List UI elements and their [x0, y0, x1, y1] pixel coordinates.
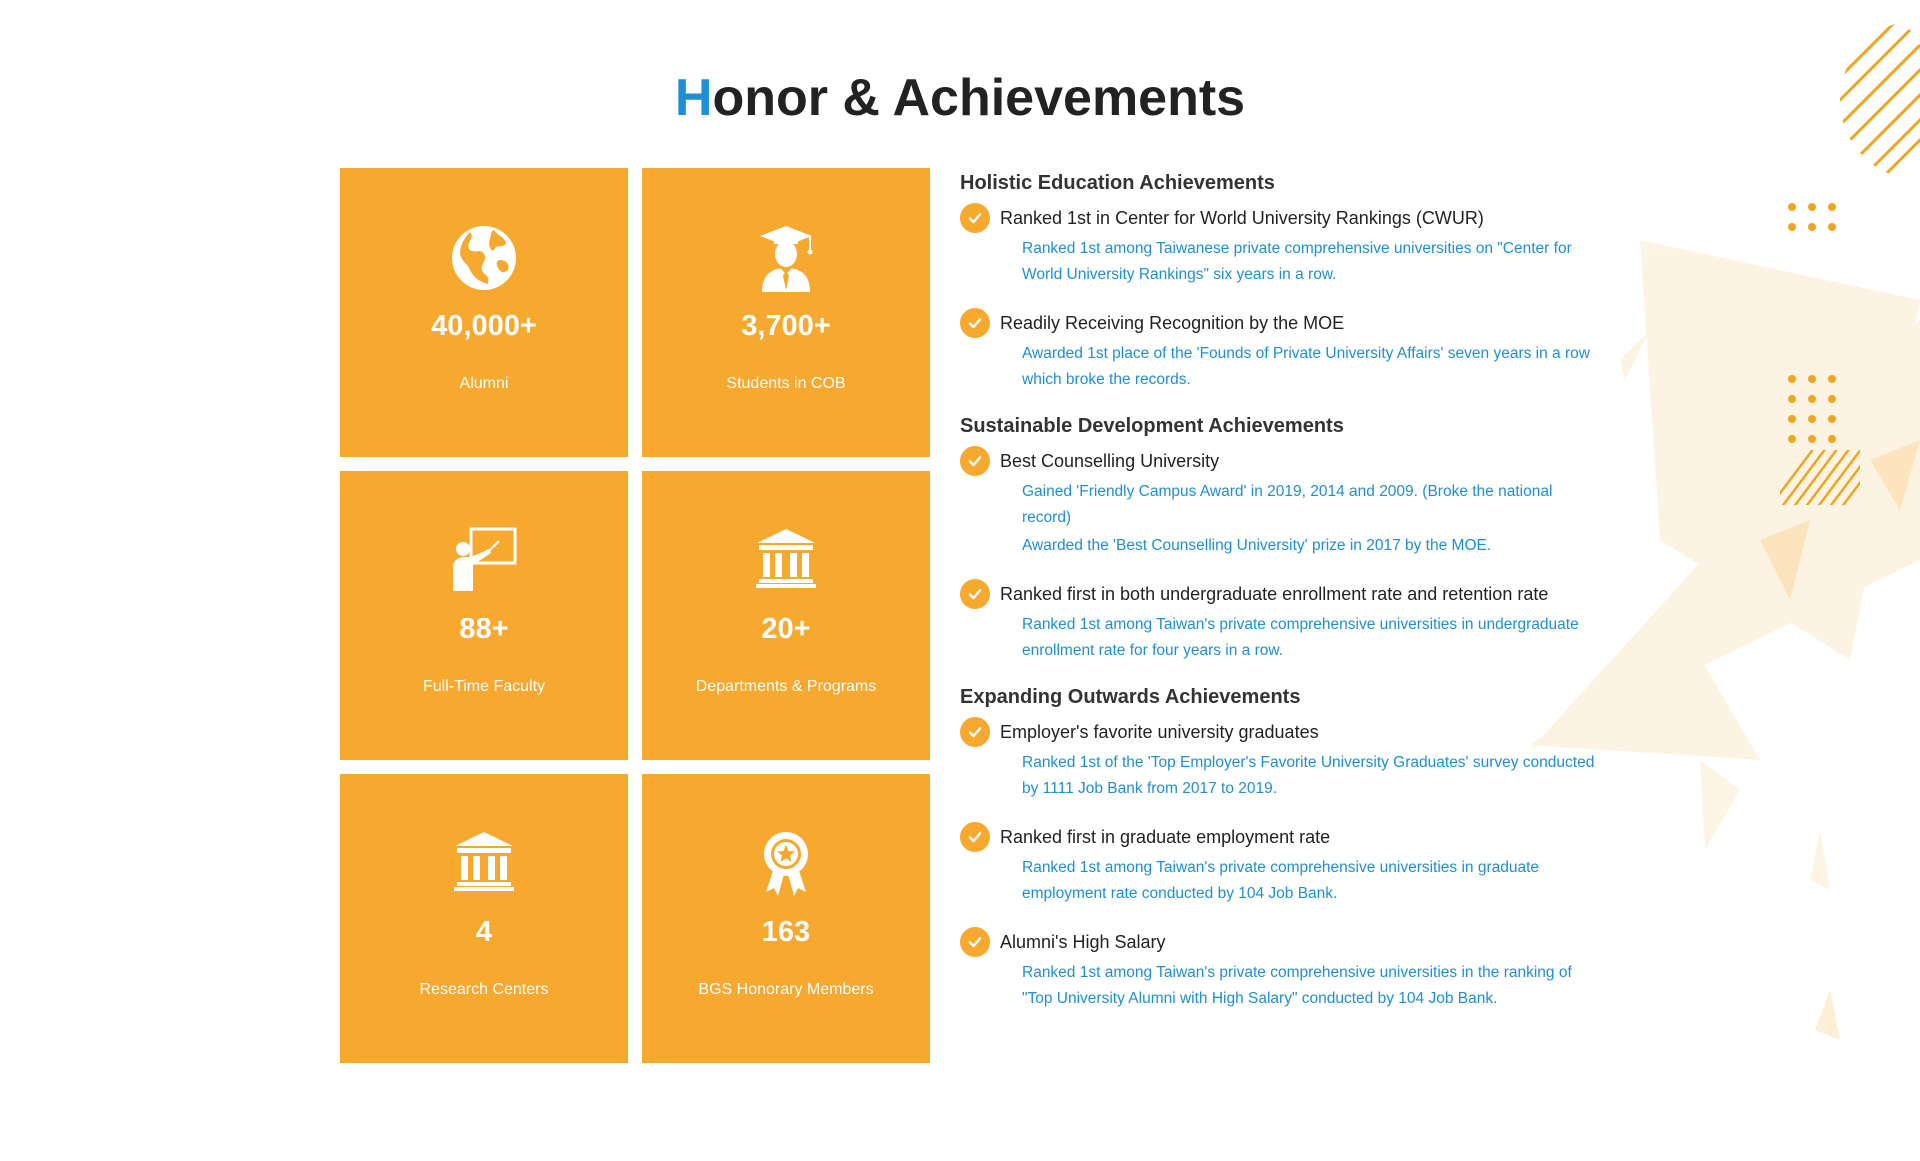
stat-value: 163 [761, 916, 811, 948]
achievement-description: Ranked 1st of the 'Top Employer's Favorite University Graduates' survey conducted by 1111 Job Bank from 2017 to 2019. [1022, 754, 1595, 797]
achievement-description: Ranked 1st among Taiwan's private comprehensive universities in undergraduate enrollment rate for four years in a row. [1022, 616, 1579, 659]
stat-label: Research Centers [419, 981, 549, 998]
section-sustainable-development [960, 415, 1600, 664]
stat-value: 20+ [761, 613, 811, 645]
achievement-title: Ranked first in both undergraduate enrollment rate and retention rate [1000, 584, 1549, 604]
section-title: Expanding Outwards Achievements [960, 686, 1301, 708]
stat-card-faculty [340, 471, 628, 760]
stat-label: BGS Honorary Members [698, 981, 874, 998]
achievement-title: Employer's favorite university graduates [1000, 722, 1319, 742]
institution-icon [642, 527, 930, 597]
check-icon [960, 308, 990, 338]
stat-card-students [642, 168, 930, 457]
title-accent-letter: H [674, 69, 713, 127]
teacher-icon [340, 527, 628, 597]
stat-card-alumni [340, 168, 628, 457]
section-title: Holistic Education Achievements [960, 172, 1275, 194]
achievement-item [960, 824, 1600, 907]
check-icon [960, 822, 990, 852]
stat-value: 88+ [459, 613, 509, 645]
institution-icon [340, 830, 628, 900]
achievement-title: Ranked first in graduate employment rate [1000, 827, 1331, 847]
stat-card-research-centers [340, 774, 628, 1063]
graduate-icon [642, 224, 930, 294]
achievement-description: Awarded the 'Best Counselling University' prize in 2017 by the MOE. [1022, 537, 1492, 554]
achievement-item [960, 929, 1600, 1012]
achievement-item [960, 448, 1600, 559]
achievements-list [960, 172, 1600, 1034]
check-icon [960, 579, 990, 609]
section-holistic-education [960, 172, 1600, 393]
check-icon [960, 203, 990, 233]
stat-value: 40,000+ [431, 310, 537, 342]
achievement-item [960, 205, 1600, 288]
achievement-title: Ranked 1st in Center for World University Rankings (CWUR) [1000, 208, 1484, 228]
section-title: Sustainable Development Achievements [960, 415, 1344, 437]
stat-value: 4 [475, 916, 493, 948]
stat-card-departments [642, 471, 930, 760]
achievement-description: Awarded 1st place of the 'Founds of Private University Affairs' seven years in a row which broke the records. [1022, 345, 1590, 388]
achievement-title: Alumni's High Salary [1000, 932, 1166, 952]
achievement-title: Readily Receiving Recognition by the MOE [1000, 313, 1345, 333]
achievement-description: Ranked 1st among Taiwanese private comprehensive universities on "Center for World University Rankings" six years in a row. [1022, 240, 1572, 283]
achievement-description: Gained 'Friendly Campus Award' in 2019, 2014 and 2009. (Broke the national record) [1022, 483, 1553, 526]
check-icon [960, 927, 990, 957]
stat-label: Students in COB [726, 375, 846, 392]
award-ribbon-icon [642, 830, 930, 900]
stat-value: 3,700+ [741, 310, 831, 342]
achievement-item [960, 310, 1600, 393]
globe-icon [340, 224, 628, 294]
achievement-item [960, 719, 1600, 802]
check-icon [960, 717, 990, 747]
achievement-item [960, 581, 1600, 664]
title-text: onor & Achievements [712, 69, 1246, 127]
stat-label: Departments & Programs [695, 678, 877, 695]
achievement-title: Best Counselling University [1000, 451, 1220, 471]
stat-label: Full-Time Faculty [422, 678, 546, 695]
check-icon [960, 446, 990, 476]
section-expanding-outwards [960, 686, 1600, 1012]
achievement-description: Ranked 1st among Taiwan's private comprehensive universities in the ranking of "Top University Alumni with High Salary" conducted by 104 Job Bank. [1022, 964, 1572, 1007]
stat-card-honorary-members [642, 774, 930, 1063]
achievement-description: Ranked 1st among Taiwan's private comprehensive universities in graduate employment rate conducted by 104 Job Bank. [1022, 859, 1540, 902]
stat-label: Alumni [459, 375, 509, 392]
page-title [0, 68, 1920, 128]
